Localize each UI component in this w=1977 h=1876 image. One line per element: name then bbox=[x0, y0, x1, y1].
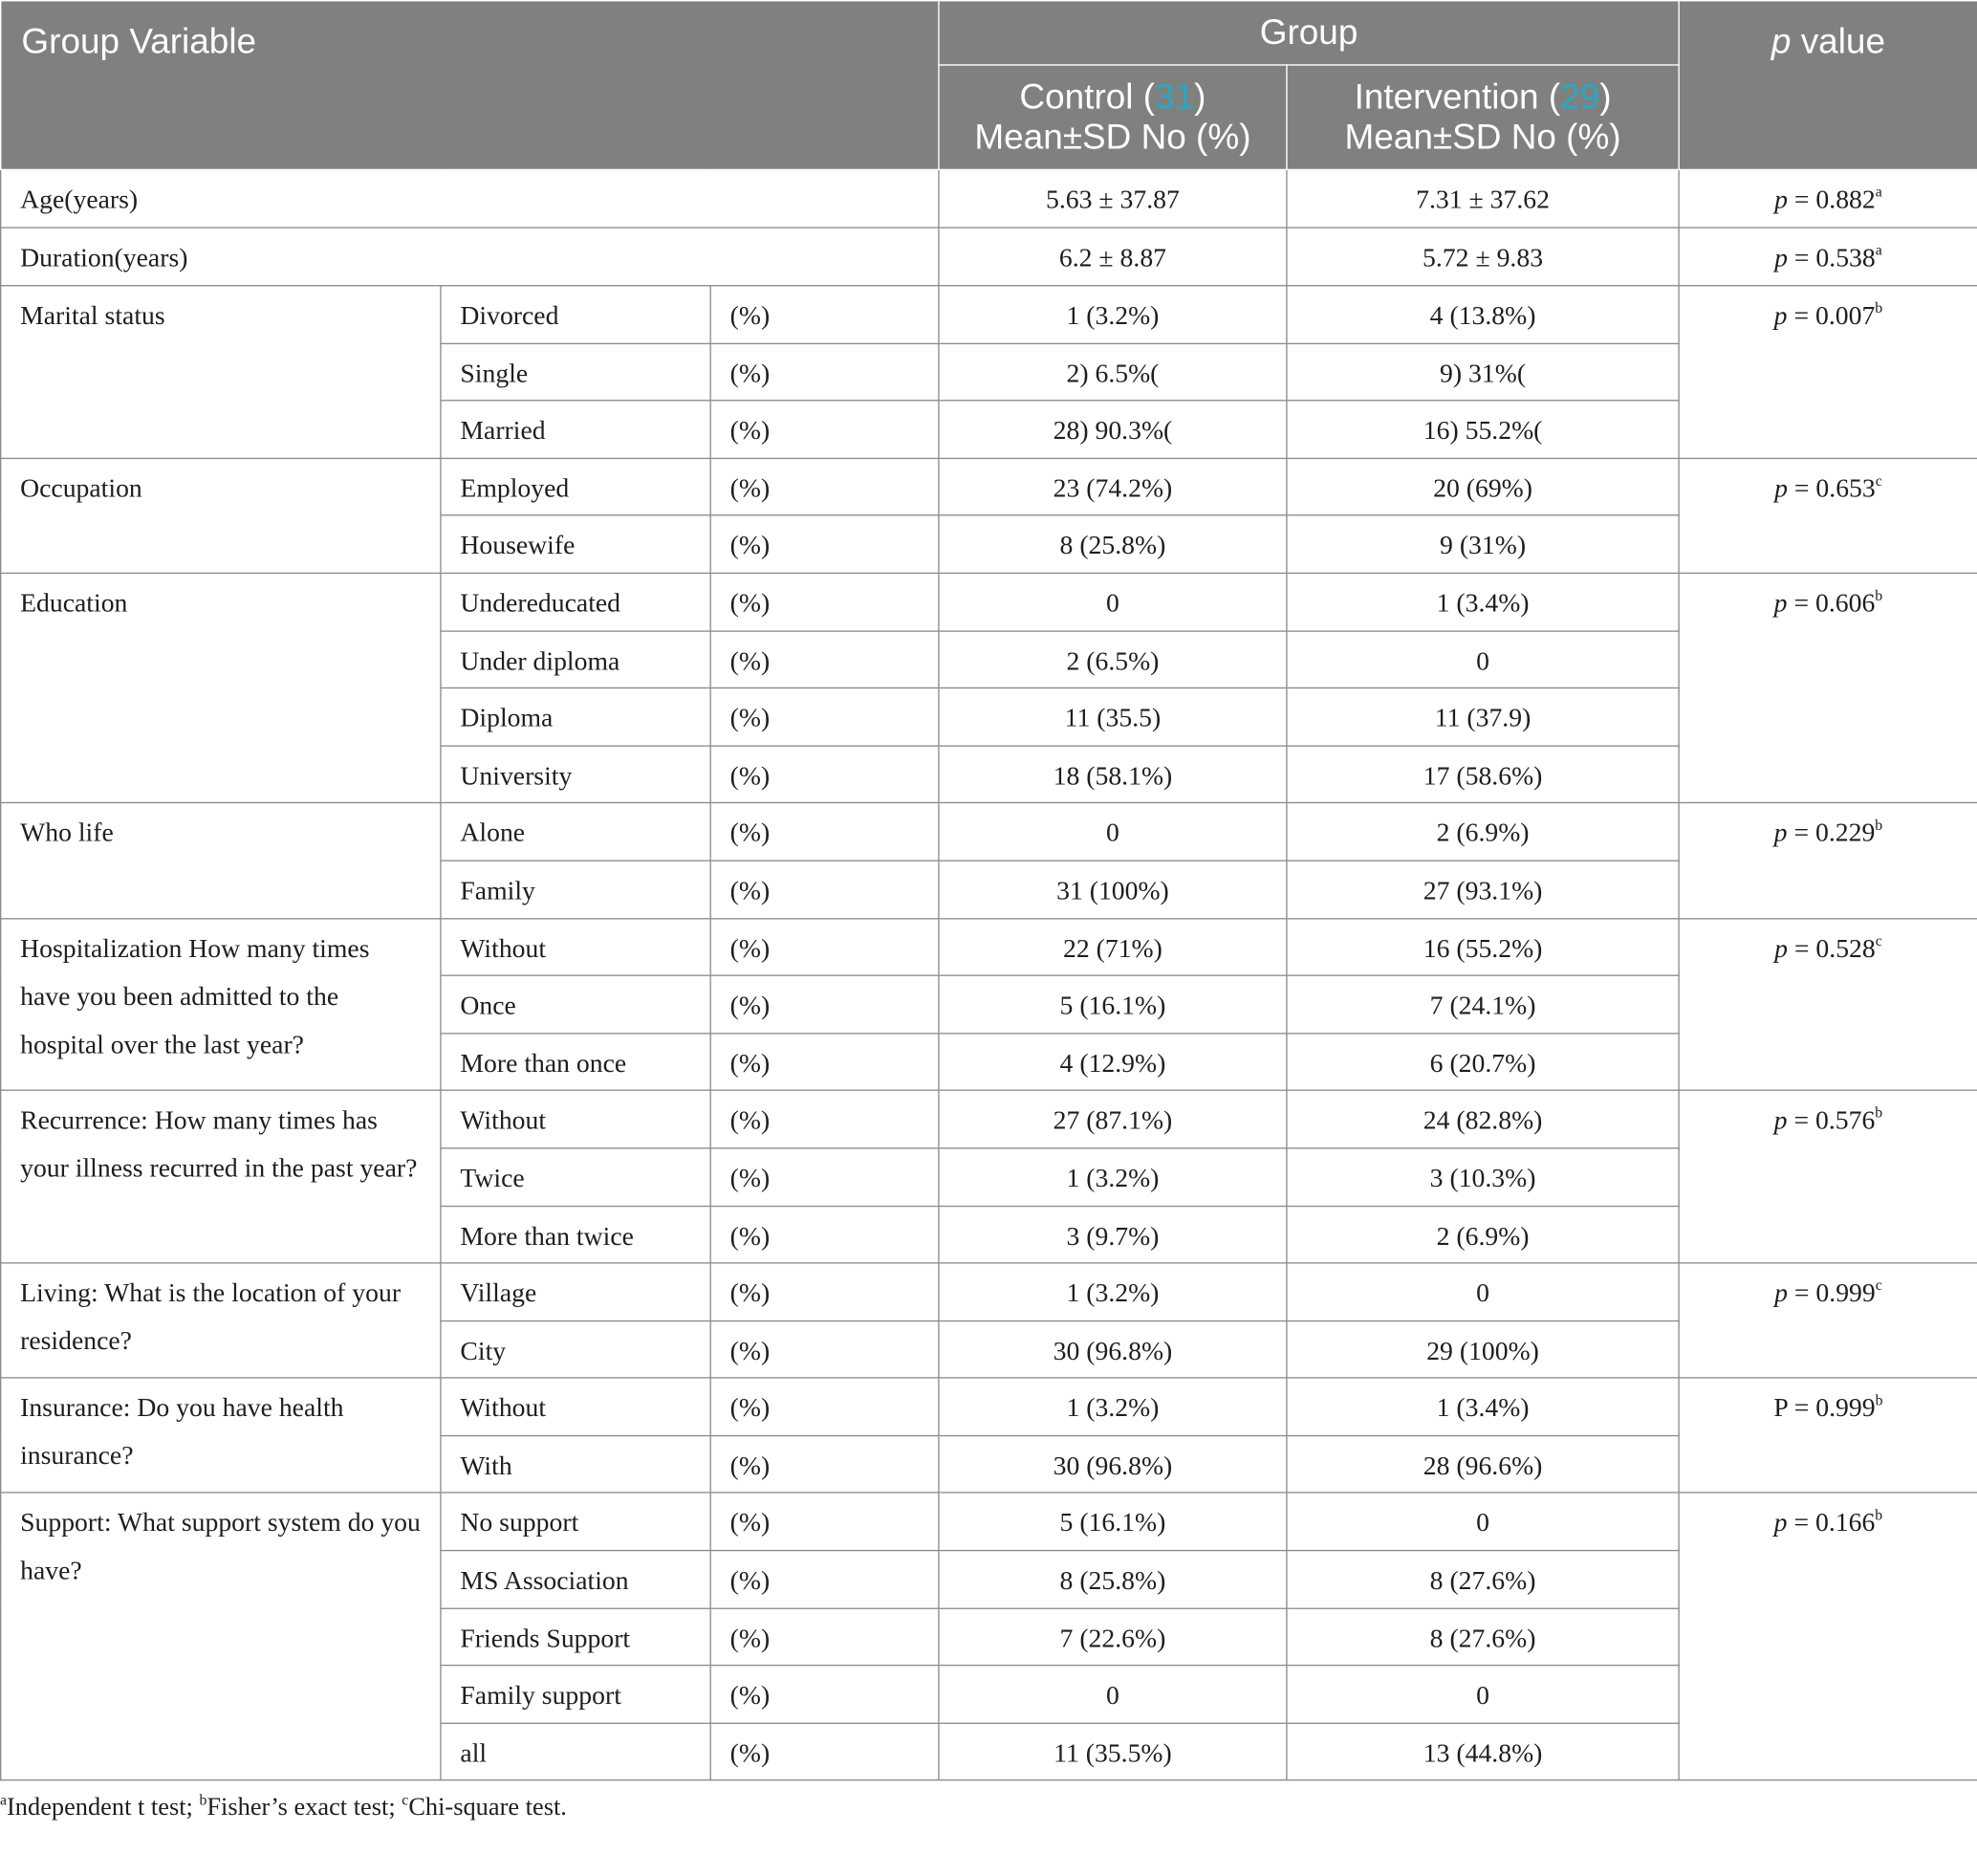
control-value: 5.63 ± 37.87 bbox=[939, 169, 1287, 228]
intervention-value: 20 (69%) bbox=[1287, 458, 1679, 515]
control-n-link[interactable]: 31 bbox=[1155, 76, 1195, 117]
variable-label: Support: What support system do you have? bbox=[1, 1494, 441, 1781]
intervention-n-link[interactable]: 29 bbox=[1560, 76, 1600, 117]
intervention-value: 5.72 ± 9.83 bbox=[1287, 228, 1679, 286]
control-value: 8 (25.8%) bbox=[939, 1551, 1287, 1608]
test-marker: a bbox=[1875, 240, 1882, 259]
intervention-value: 0 bbox=[1287, 1494, 1679, 1551]
unit-label: (%) bbox=[710, 1206, 939, 1263]
category-label: Without bbox=[441, 1378, 710, 1435]
p-symbol: p bbox=[1773, 587, 1788, 619]
category-label: Without bbox=[441, 918, 710, 975]
table-row bbox=[1, 458, 1977, 515]
p-number: = 0.538 bbox=[1787, 242, 1876, 273]
category-label: More than once bbox=[441, 1033, 710, 1090]
category-label: Family support bbox=[441, 1666, 710, 1723]
category-label: Single bbox=[441, 343, 710, 401]
category-label: Married bbox=[441, 401, 710, 458]
control-value: 7 (22.6%) bbox=[939, 1608, 1287, 1666]
category-label: More than twice bbox=[441, 1206, 710, 1263]
table-row bbox=[1, 286, 1977, 343]
control-value: 30 (96.8%) bbox=[939, 1320, 1287, 1378]
header-group-variable: Group Variable bbox=[1, 1, 939, 170]
p-number: = 0.653 bbox=[1787, 472, 1876, 503]
category-label: No support bbox=[441, 1494, 710, 1551]
table-footnote bbox=[0, 1781, 1977, 1823]
table-row bbox=[1, 228, 1977, 286]
intervention-value: 17 (58.6%) bbox=[1287, 746, 1679, 803]
variable-label: Living: What is the location of your residence? bbox=[1, 1263, 441, 1378]
intervention-value: 2 (6.9%) bbox=[1287, 803, 1679, 861]
control-value: 1 (3.2%) bbox=[939, 1148, 1287, 1206]
unit-label: (%) bbox=[710, 1033, 939, 1090]
unit-label: (%) bbox=[710, 1551, 939, 1608]
intervention-value: 4 (13.8%) bbox=[1287, 286, 1679, 343]
unit-label: (%) bbox=[710, 803, 939, 861]
intervention-close: ) bbox=[1599, 76, 1612, 117]
p-value-cell bbox=[1679, 918, 1977, 1090]
category-label: Diploma bbox=[441, 688, 710, 746]
variable-label: Duration(years) bbox=[1, 228, 939, 286]
category-label: Housewife bbox=[441, 515, 710, 573]
control-stats: Mean±SD No (%) bbox=[974, 117, 1251, 157]
control-value: 3 (9.7%) bbox=[939, 1206, 1287, 1263]
intervention-value: 0 bbox=[1287, 1263, 1679, 1320]
unit-label: (%) bbox=[710, 401, 939, 458]
header-p-value bbox=[1679, 1, 1977, 170]
category-label: Alone bbox=[441, 803, 710, 861]
header-group: Group bbox=[939, 1, 1679, 65]
footnote-marker: c bbox=[402, 1791, 409, 1809]
intervention-value: 11 (37.9) bbox=[1287, 688, 1679, 746]
control-value: 23 (74.2%) bbox=[939, 458, 1287, 515]
table-row bbox=[1, 1378, 1977, 1435]
variable-label: Recurrence: How many times has your illness recurred in the past year? bbox=[1, 1091, 441, 1263]
p-value-cell bbox=[1679, 573, 1977, 803]
p-symbol: p bbox=[1774, 472, 1788, 503]
variable-label: Insurance: Do you have health insurance? bbox=[1, 1378, 441, 1493]
unit-label: (%) bbox=[710, 1494, 939, 1551]
unit-label: (%) bbox=[710, 286, 939, 343]
unit-label: (%) bbox=[710, 1435, 939, 1493]
footnote-marker: b bbox=[199, 1791, 207, 1809]
intervention-value: 27 (93.1%) bbox=[1287, 861, 1679, 918]
control-value: 4 (12.9%) bbox=[939, 1033, 1287, 1090]
category-label: MS Association bbox=[441, 1551, 710, 1608]
control-value: 6.2 ± 8.87 bbox=[939, 228, 1287, 286]
intervention-value: 6 (20.7%) bbox=[1287, 1033, 1679, 1090]
control-value: 11 (35.5) bbox=[939, 688, 1287, 746]
footnote-text: Fisher’s exact test; bbox=[206, 1794, 402, 1822]
control-value: 28) 90.3%( bbox=[939, 401, 1287, 458]
unit-label: (%) bbox=[710, 1378, 939, 1435]
unit-label: (%) bbox=[710, 1666, 939, 1723]
footnote-marker: a bbox=[0, 1791, 8, 1809]
control-value: 5 (16.1%) bbox=[939, 975, 1287, 1033]
p-number: = 0.576 bbox=[1787, 1104, 1876, 1136]
unit-label: (%) bbox=[710, 343, 939, 401]
control-value: 1 (3.2%) bbox=[939, 1263, 1287, 1320]
p-number: = 0.166 bbox=[1787, 1507, 1876, 1538]
category-label: Village bbox=[441, 1263, 710, 1320]
control-value: 0 bbox=[939, 573, 1287, 630]
p-number: = 0.999 bbox=[1787, 1277, 1876, 1308]
table-row bbox=[1, 169, 1977, 228]
test-marker: b bbox=[1875, 298, 1883, 317]
p-symbol: p bbox=[1773, 1507, 1788, 1538]
p-symbol: p bbox=[1773, 299, 1788, 331]
intervention-value: 9 (31%) bbox=[1287, 515, 1679, 573]
p-value-cell bbox=[1679, 1091, 1977, 1263]
control-close: ) bbox=[1194, 76, 1206, 117]
test-marker: b bbox=[1875, 1103, 1883, 1122]
control-value: 5 (16.1%) bbox=[939, 1494, 1287, 1551]
intervention-value: 24 (82.8%) bbox=[1287, 1091, 1679, 1148]
unit-label: (%) bbox=[710, 458, 939, 515]
p-number: = 0.229 bbox=[1787, 818, 1876, 848]
category-label: Employed bbox=[441, 458, 710, 515]
table-row bbox=[1, 1494, 1977, 1551]
p-value-cell bbox=[1679, 1494, 1977, 1781]
intervention-stats: Mean±SD No (%) bbox=[1344, 117, 1621, 157]
intervention-value: 28 (96.6%) bbox=[1287, 1435, 1679, 1493]
control-value: 1 (3.2%) bbox=[939, 1378, 1287, 1435]
table-row bbox=[1, 573, 1977, 630]
control-value: 8 (25.8%) bbox=[939, 515, 1287, 573]
table-row bbox=[1, 1263, 1977, 1320]
header-intervention bbox=[1287, 65, 1679, 169]
unit-label: (%) bbox=[710, 861, 939, 918]
unit-label: (%) bbox=[710, 1091, 939, 1148]
intervention-value: 8 (27.6%) bbox=[1287, 1551, 1679, 1608]
p-symbol: p bbox=[1773, 818, 1788, 848]
category-label: Divorced bbox=[441, 286, 710, 343]
intervention-value: 29 (100%) bbox=[1287, 1320, 1679, 1378]
variable-label: Education bbox=[1, 573, 441, 803]
intervention-value: 0 bbox=[1287, 631, 1679, 688]
variable-label: Who life bbox=[1, 803, 441, 918]
test-marker: c bbox=[1875, 470, 1882, 490]
intervention-value: 1 (3.4%) bbox=[1287, 1378, 1679, 1435]
test-marker: c bbox=[1875, 931, 1882, 949]
intervention-value: 3 (10.3%) bbox=[1287, 1148, 1679, 1206]
unit-label: (%) bbox=[710, 1608, 939, 1666]
category-label: Once bbox=[441, 975, 710, 1033]
p-value-cell bbox=[1679, 1263, 1977, 1378]
test-marker: c bbox=[1875, 1276, 1882, 1295]
variable-label: Occupation bbox=[1, 458, 441, 573]
p-symbol: p bbox=[1773, 1104, 1788, 1136]
unit-label: (%) bbox=[710, 573, 939, 630]
control-value: 27 (87.1%) bbox=[939, 1091, 1287, 1148]
control-value: 18 (58.1%) bbox=[939, 746, 1287, 803]
unit-label: (%) bbox=[710, 1263, 939, 1320]
intervention-value: 13 (44.8%) bbox=[1287, 1723, 1679, 1780]
p-value-cell bbox=[1679, 169, 1977, 228]
test-marker: b bbox=[1875, 1391, 1883, 1409]
unit-label: (%) bbox=[710, 631, 939, 688]
p-symbol: p bbox=[1774, 242, 1788, 273]
unit-label: (%) bbox=[710, 746, 939, 803]
category-label: Undereducated bbox=[441, 573, 710, 630]
test-marker: b bbox=[1875, 586, 1883, 604]
p-value-cell bbox=[1679, 286, 1977, 458]
category-label: Without bbox=[441, 1091, 710, 1148]
p-number: P = 0.999 bbox=[1773, 1392, 1876, 1424]
unit-label: (%) bbox=[710, 918, 939, 975]
p-symbol: p bbox=[1774, 184, 1788, 215]
control-value: 2) 6.5%( bbox=[939, 343, 1287, 401]
intervention-value: 7 (24.1%) bbox=[1287, 975, 1679, 1033]
unit-label: (%) bbox=[710, 515, 939, 573]
intervention-value: 16 (55.2%) bbox=[1287, 918, 1679, 975]
p-value-cell bbox=[1679, 228, 1977, 286]
intervention-value: 1 (3.4%) bbox=[1287, 573, 1679, 630]
test-marker: a bbox=[1875, 183, 1882, 201]
category-label: With bbox=[441, 1435, 710, 1493]
category-label: Twice bbox=[441, 1148, 710, 1206]
unit-label: (%) bbox=[710, 688, 939, 746]
category-label: Friends Support bbox=[441, 1608, 710, 1666]
control-name: Control ( bbox=[1019, 76, 1156, 117]
intervention-value: 16) 55.2%( bbox=[1287, 401, 1679, 458]
unit-label: (%) bbox=[710, 1148, 939, 1206]
p-symbol: p bbox=[1774, 1277, 1788, 1308]
variable-label: Age(years) bbox=[1, 169, 939, 228]
test-marker: b bbox=[1875, 1506, 1883, 1524]
category-label: all bbox=[441, 1723, 710, 1780]
intervention-value: 0 bbox=[1287, 1666, 1679, 1723]
intervention-value: 7.31 ± 37.62 bbox=[1287, 169, 1679, 228]
variable-label: Marital status bbox=[1, 286, 441, 458]
p-number: = 0.007 bbox=[1787, 299, 1876, 331]
p-value-cell bbox=[1679, 803, 1977, 918]
table-body bbox=[1, 169, 1977, 1780]
p-value-cell bbox=[1679, 458, 1977, 573]
category-label: University bbox=[441, 746, 710, 803]
table-row bbox=[1, 918, 1977, 975]
control-value: 1 (3.2%) bbox=[939, 286, 1287, 343]
footnote-text: Independent t test; bbox=[7, 1794, 200, 1822]
control-value: 22 (71%) bbox=[939, 918, 1287, 975]
category-label: Under diploma bbox=[441, 631, 710, 688]
control-value: 30 (96.8%) bbox=[939, 1435, 1287, 1493]
intervention-name: Intervention ( bbox=[1354, 76, 1561, 117]
table-row bbox=[1, 1091, 1977, 1148]
table-row bbox=[1, 803, 1977, 861]
unit-label: (%) bbox=[710, 975, 939, 1033]
test-marker: b bbox=[1875, 816, 1883, 835]
intervention-value: 2 (6.9%) bbox=[1287, 1206, 1679, 1263]
p-value-cell bbox=[1679, 1378, 1977, 1493]
control-value: 11 (35.5%) bbox=[939, 1723, 1287, 1780]
header-p-italic: p bbox=[1771, 21, 1792, 61]
p-symbol: p bbox=[1774, 932, 1788, 964]
control-value: 0 bbox=[939, 1666, 1287, 1723]
table-header bbox=[1, 1, 1977, 170]
category-label: Family bbox=[441, 861, 710, 918]
control-value: 0 bbox=[939, 803, 1287, 861]
intervention-value: 8 (27.6%) bbox=[1287, 1608, 1679, 1666]
p-number: = 0.606 bbox=[1787, 587, 1876, 619]
footnote-text: Chi-square test. bbox=[408, 1794, 567, 1822]
intervention-value: 9) 31%( bbox=[1287, 343, 1679, 401]
variable-label: Hospitalization How many times have you been admitted to the hospital over the last year? bbox=[1, 918, 441, 1090]
category-label: City bbox=[441, 1320, 710, 1378]
p-number: = 0.528 bbox=[1787, 932, 1876, 964]
p-number: = 0.882 bbox=[1787, 184, 1876, 215]
unit-label: (%) bbox=[710, 1723, 939, 1780]
control-value: 2 (6.5%) bbox=[939, 631, 1287, 688]
header-p-rest: value bbox=[1791, 21, 1885, 61]
header-control bbox=[939, 65, 1287, 169]
control-value: 31 (100%) bbox=[939, 861, 1287, 918]
unit-label: (%) bbox=[710, 1320, 939, 1378]
